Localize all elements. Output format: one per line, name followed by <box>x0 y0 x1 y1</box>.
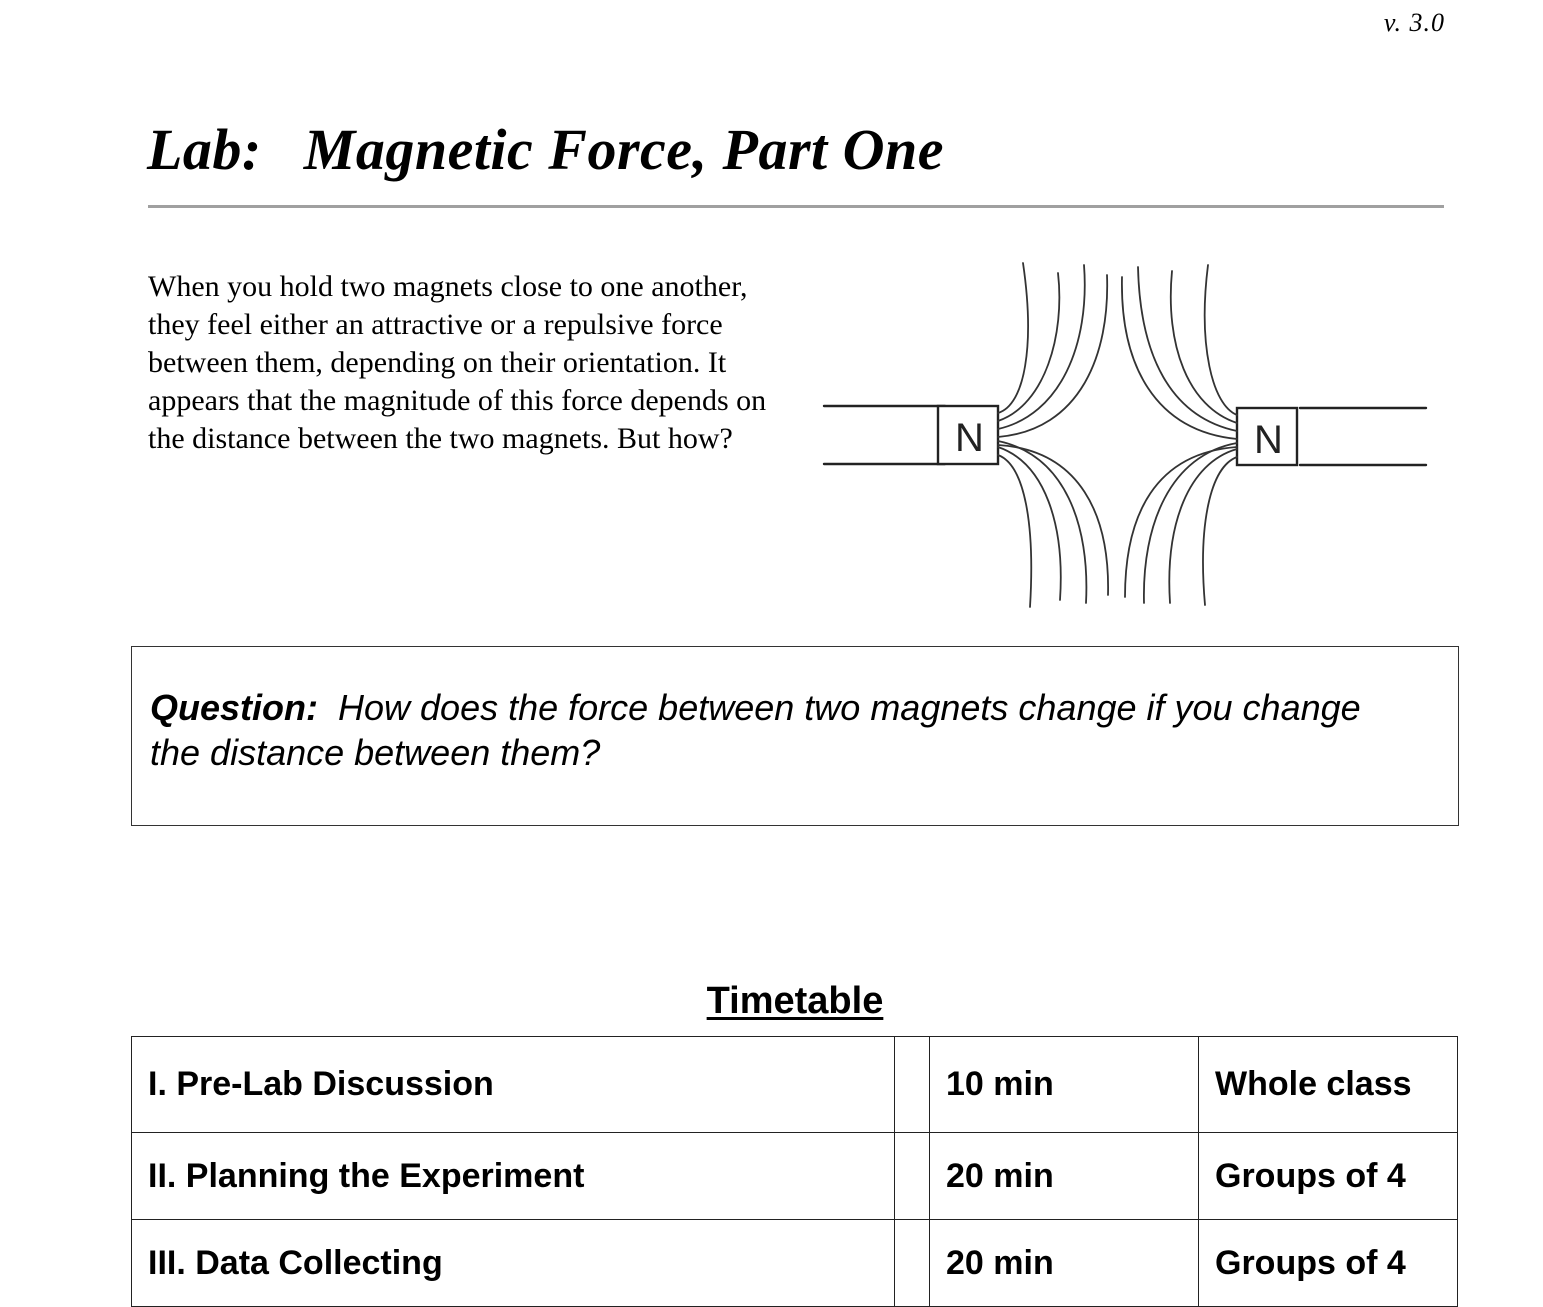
table-row <box>132 1220 1458 1307</box>
intro-paragraph: When you hold two magnets close to one another, they feel either an attractive or a repulsive force between them, depending on their orientation. It appears that the magnitude of this force depends on the distance between the two magnets. But how? <box>148 270 767 455</box>
activity-cell: I. Pre-Lab Discussion <box>132 1037 895 1133</box>
timetable-heading: Timetable <box>706 980 884 1022</box>
field-lines <box>998 263 1237 607</box>
version-label: v. 3.0 <box>1383 8 1445 37</box>
timetable <box>131 1036 1458 1307</box>
right-pole-label: N <box>1254 418 1283 462</box>
duration-cell: 20 min <box>930 1220 1199 1307</box>
table-row <box>132 1133 1458 1220</box>
spacer-cell <box>895 1037 930 1133</box>
spacer-cell <box>895 1133 930 1220</box>
title-prefix: Lab: <box>147 117 262 182</box>
left-pole-label: N <box>955 416 984 460</box>
magnet-field-diagram <box>820 255 1430 615</box>
duration-cell: 10 min <box>930 1037 1199 1133</box>
grouping-cell: Groups of 4 <box>1199 1133 1458 1220</box>
question-text: How does the force between two magnets change if you change the distance between them? <box>150 687 1361 773</box>
spacer-cell <box>895 1220 930 1307</box>
title-divider <box>148 205 1444 208</box>
activity-cell: III. Data Collecting <box>132 1220 895 1307</box>
grouping-cell: Whole class <box>1199 1037 1458 1133</box>
activity-cell: II. Planning the Experiment <box>132 1133 895 1220</box>
title-main: Magnetic Force, Part One <box>303 117 945 182</box>
question-label: Question: <box>150 687 318 728</box>
duration-cell: 20 min <box>930 1133 1199 1220</box>
research-question <box>150 685 1410 775</box>
table-row <box>132 1037 1458 1133</box>
question-box <box>131 646 1459 826</box>
grouping-cell: Groups of 4 <box>1199 1220 1458 1307</box>
page-title <box>147 116 944 183</box>
